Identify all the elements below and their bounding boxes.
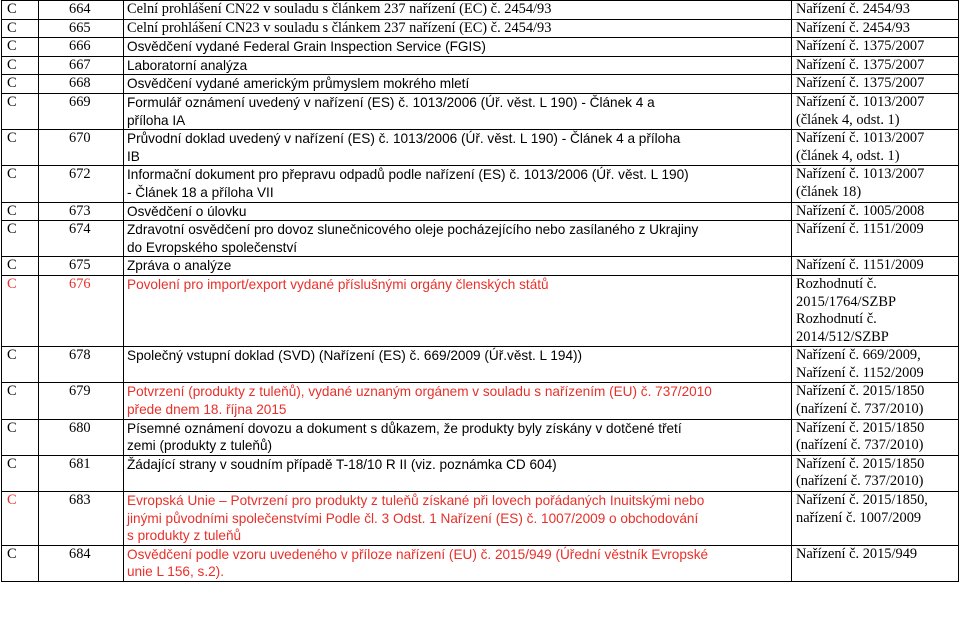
row-number: 665: [39, 19, 124, 38]
regulation-line: (nařízení č. 737/2010): [796, 401, 924, 418]
description-line: Formulář oznámení uvedený v nařízení (ES) č. 1013/2006 (Úř. věst. L 190) - Článek 4 a: [127, 94, 655, 110]
table-row: [2, 347, 959, 383]
regulation-line: Rozhodnutí č.: [796, 275, 877, 292]
row-regulation: [792, 75, 959, 94]
row-regulation: [792, 56, 959, 75]
description-line: unie L 156, s.2).: [127, 564, 224, 580]
description-line: Žádající strany v soudním případě T-18/10 R II (viz. poznámka CD 604): [127, 456, 557, 472]
description-line: přede dnem 18. října 2015: [127, 402, 287, 418]
regulation-line: nařízení č. 1007/2009: [796, 509, 922, 526]
row-description: [124, 56, 792, 75]
table-row: [2, 257, 959, 276]
row-description: [124, 383, 792, 419]
description-line: Evropská Unie – Potvrzení pro produkty z tuleňů získané při lovech pořádaných Inuitskými nebo: [127, 493, 705, 509]
row-code: C: [2, 130, 39, 166]
regulation-line: Nařízení č. 1375/2007: [796, 75, 925, 92]
document-table: [1, 0, 959, 582]
description-line: Celní prohlášení CN22 v souladu s článkem 237 nařízení (EC) č. 2454/93: [127, 1, 552, 17]
row-description: [124, 419, 792, 455]
row-regulation: [792, 419, 959, 455]
regulation-line: Nařízení č. 669/2009,: [796, 347, 921, 364]
row-code: C: [2, 166, 39, 202]
row-code: C: [2, 275, 39, 346]
row-regulation: [792, 19, 959, 38]
table-row: [2, 56, 959, 75]
table-row: [2, 492, 959, 546]
row-regulation: [792, 1, 959, 20]
row-regulation: [792, 221, 959, 257]
row-regulation: [792, 275, 959, 346]
row-regulation: [792, 257, 959, 276]
regulation-line: Nařízení č. 2015/1850: [796, 455, 925, 472]
regulation-line: Nařízení č. 1013/2007: [796, 130, 925, 147]
row-number: 668: [39, 75, 124, 94]
table-row: [2, 38, 959, 57]
description-line: zemi (produkty z tuleňů): [127, 438, 273, 454]
description-line: Osvědčení vydané Federal Grain Inspection Service (FGIS): [127, 39, 486, 55]
description-line: Celní prohlášení CN23 v souladu s článkem 237 nařízení (EC) č. 2454/93: [127, 19, 552, 36]
regulation-line: Nařízení č. 2015/1850,: [796, 492, 928, 509]
row-number: 674: [39, 221, 124, 257]
row-code: C: [2, 202, 39, 221]
row-code: C: [2, 1, 39, 20]
regulation-line: Rozhodnutí č.: [796, 311, 877, 328]
table-row: [2, 419, 959, 455]
regulation-line: Nařízení č. 2015/1850: [796, 383, 925, 400]
row-number: 683: [39, 492, 124, 546]
description-line: do Evropského společenství: [127, 239, 298, 255]
row-description: [124, 19, 792, 38]
description-line: Průvodní doklad uvedený v nařízení (ES) č. 1013/2006 (Úř. věst. L 190) - Článek 4 a příloha: [127, 131, 681, 147]
regulation-line: Nařízení č. 2454/93: [796, 1, 910, 17]
description-line: Písemné oznámení dovozu a dokument s důkazem, že produkty byly získány v dotčené třetí: [127, 420, 682, 436]
row-regulation: [792, 347, 959, 383]
row-description: [124, 38, 792, 57]
table-row: [2, 221, 959, 257]
table-row: [2, 455, 959, 491]
regulation-line: Nařízení č. 2015/949: [796, 545, 918, 562]
row-code: C: [2, 38, 39, 57]
row-number: 679: [39, 383, 124, 419]
regulation-line: Nařízení č. 2454/93: [796, 19, 910, 36]
row-regulation: [792, 166, 959, 202]
table-row: [2, 1, 959, 20]
regulation-line: (článek 4, odst. 1): [796, 147, 900, 164]
row-regulation: [792, 202, 959, 221]
regulation-line: Nařízení č. 1013/2007: [796, 166, 925, 183]
row-code: C: [2, 75, 39, 94]
description-line: - Článek 18 a příloha VII: [127, 184, 274, 200]
row-description: [124, 347, 792, 383]
row-description: [124, 257, 792, 276]
row-code: C: [2, 545, 39, 581]
regulation-line: (nařízení č. 737/2010): [796, 473, 924, 490]
description-line: s produkty z tuleňů: [127, 528, 242, 544]
row-description: [124, 492, 792, 546]
regulation-line: 2015/1764/SZBP: [796, 293, 896, 310]
regulation-line: Nařízení č. 1151/2009: [796, 257, 924, 274]
row-number: 669: [39, 93, 124, 129]
regulation-line: Nařízení č. 1013/2007: [796, 93, 925, 110]
row-code: C: [2, 257, 39, 276]
regulation-line: (článek 4, odst. 1): [796, 111, 900, 128]
row-regulation: [792, 545, 959, 581]
table-row: [2, 93, 959, 129]
row-description: [124, 75, 792, 94]
row-description: [124, 202, 792, 221]
row-number: 681: [39, 455, 124, 491]
row-number: 670: [39, 130, 124, 166]
row-code: C: [2, 221, 39, 257]
row-regulation: [792, 383, 959, 419]
row-number: 667: [39, 56, 124, 75]
row-code: C: [2, 419, 39, 455]
description-line: Povolení pro import/export vydané příslušnými orgány členských států: [127, 276, 549, 292]
table-row: [2, 19, 959, 38]
description-line: Společný vstupní doklad (SVD) (Nařízení (ES) č. 669/2009 (Úř.věst. L 194)): [127, 348, 583, 364]
table-body: [2, 1, 959, 582]
description-line: Osvědčení o úlovku: [127, 203, 247, 219]
row-regulation: [792, 455, 959, 491]
table-row: [2, 202, 959, 221]
row-code: C: [2, 56, 39, 75]
table-row: [2, 130, 959, 166]
regulation-line: Nařízení č. 1152/2009: [796, 364, 924, 381]
description-line: Informační dokument pro přepravu odpadů podle nařízení (ES) č. 1013/2006 (Úř. věst. L 190): [127, 167, 689, 183]
row-number: 680: [39, 419, 124, 455]
row-number: 664: [39, 1, 124, 20]
regulation-line: (článek 18): [796, 183, 862, 200]
row-code: C: [2, 347, 39, 383]
description-line: příloha IA: [127, 112, 186, 128]
regulation-line: Nařízení č. 1005/2008: [796, 202, 925, 219]
row-regulation: [792, 93, 959, 129]
row-regulation: [792, 130, 959, 166]
row-code: C: [2, 492, 39, 546]
description-line: Osvědčení vydané americkým průmyslem mokrého mletí: [127, 76, 470, 92]
regulation-line: Nařízení č. 2015/1850: [796, 419, 925, 436]
description-line: Zdravotní osvědčení pro dovoz slunečnicového oleje pocházejícího nebo zasílaného z Ukrajiny: [127, 222, 699, 238]
row-code: C: [2, 93, 39, 129]
row-number: 675: [39, 257, 124, 276]
description-line: Zpráva o analýze: [127, 258, 232, 274]
row-description: [124, 1, 792, 20]
description-line: IB: [127, 148, 140, 164]
table-row: [2, 75, 959, 94]
row-code: C: [2, 455, 39, 491]
description-line: jinými původními společenstvími Podle čl. 3 Odst. 1 Nařízení (ES) č. 1007/2009 o obchodování: [127, 510, 699, 526]
regulation-line: (nařízení č. 737/2010): [796, 437, 924, 454]
row-regulation: [792, 492, 959, 546]
row-description: [124, 166, 792, 202]
table-row: [2, 383, 959, 419]
row-description: [124, 275, 792, 346]
regulation-line: Nařízení č. 1375/2007: [796, 56, 925, 73]
row-number: 673: [39, 202, 124, 221]
row-description: [124, 130, 792, 166]
row-number: 672: [39, 166, 124, 202]
row-code: C: [2, 19, 39, 38]
row-description: [124, 221, 792, 257]
regulation-line: Nařízení č. 1375/2007: [796, 38, 925, 55]
description-line: Potvrzení (produkty z tuleňů), vydané uznaným orgánem v souladu s nařízením (EU) č. 737/2010: [127, 384, 712, 400]
row-regulation: [792, 38, 959, 57]
row-description: [124, 545, 792, 581]
table-row: [2, 275, 959, 346]
row-number: 678: [39, 347, 124, 383]
regulation-line: 2014/512/SZBP: [796, 328, 889, 345]
row-code: C: [2, 383, 39, 419]
row-number: 676: [39, 275, 124, 346]
table-row: [2, 166, 959, 202]
table-row: [2, 545, 959, 581]
description-line: Laboratorní analýza: [127, 57, 248, 73]
row-number: 684: [39, 545, 124, 581]
regulation-line: Nařízení č. 1151/2009: [796, 221, 924, 238]
row-number: 666: [39, 38, 124, 57]
row-description: [124, 93, 792, 129]
description-line: Osvědčení podle vzoru uvedeného v příloze nařízení (EU) č. 2015/949 (Úřední věstník Evropské: [127, 546, 709, 562]
row-description: [124, 455, 792, 491]
